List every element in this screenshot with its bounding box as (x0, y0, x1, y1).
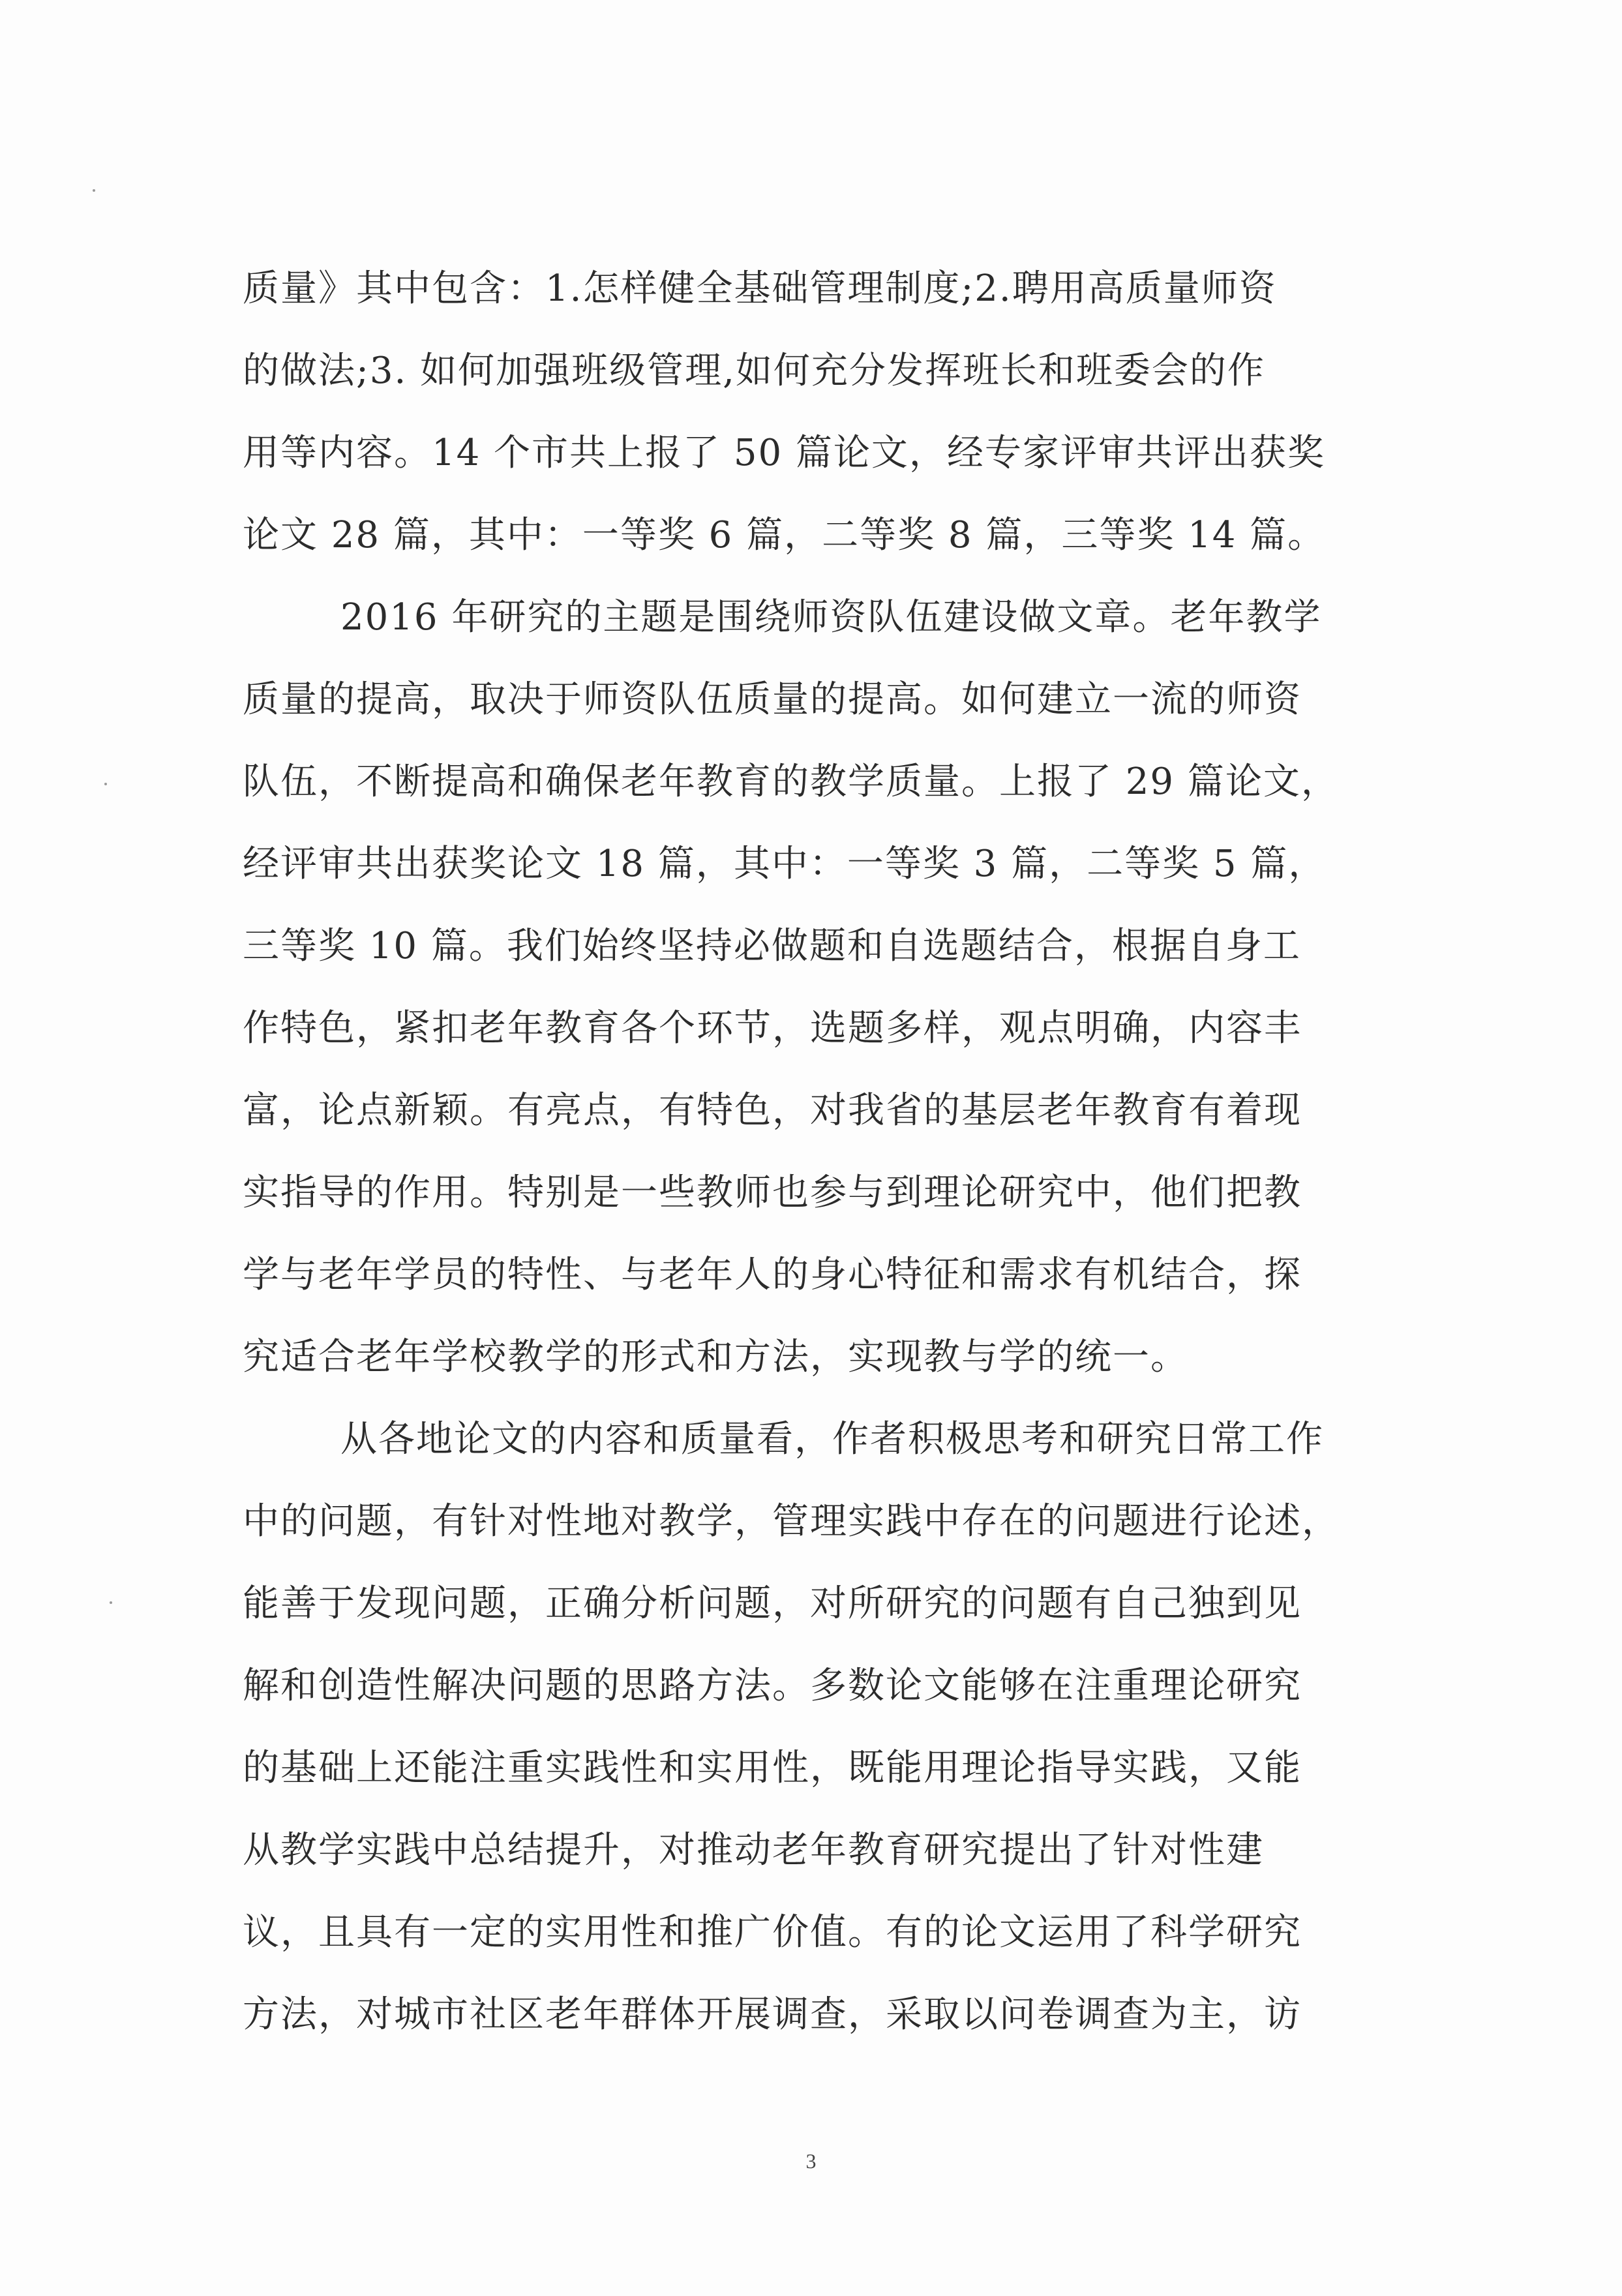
text-line: 能善于发现问题，正确分析问题，对所研究的问题有自己独到见 (243, 1582, 1302, 1625)
text-line: 实指导的作用。特别是一些教师也参与到理论研究中，他们把教 (243, 1171, 1302, 1214)
text-line: 学与老年学员的特性、与老年人的身心特征和需求有机结合，探 (243, 1254, 1302, 1296)
body-text (243, 248, 1436, 2056)
text-line: 的做法;3. 如何加强班级管理,如何充分发挥班长和班委会的作 (243, 350, 1265, 392)
text-line: 解和创造性解决问题的思路方法。多数论文能够在注重理论研究 (243, 1665, 1302, 1707)
text-line: 方法，对城市社区老年群体开展调查，采取以问卷调查为主，访 (243, 1993, 1302, 2036)
text-line: 质量》其中包含：1.怎样健全基础管理制度;2.聘用高质量师资 (243, 267, 1277, 310)
text-line: 从教学实践中总结提升，对推动老年教育研究提出了针对性建 (243, 1829, 1264, 1871)
scan-speck (110, 1601, 112, 1604)
text-line: 作特色，紧扣老年教育各个环节，选题多样，观点明确，内容丰 (243, 1007, 1302, 1050)
text-line: 队伍，不断提高和确保老年教育的教学质量。上报了 29 篇论文， (243, 761, 1339, 803)
paragraph-start-line: 从各地论文的内容和质量看，作者积极思考和研究日常工作 (340, 1418, 1324, 1460)
text-line: 议，且具有一定的实用性和推广价值。有的论文运用了科学研究 (243, 1911, 1302, 1954)
text-line: 质量的提高，取决于师资队伍质量的提高。如何建立一流的师资 (243, 678, 1302, 721)
page-number: 3 (805, 2149, 817, 2173)
text-line: 富，论点新颖。有亮点，有特色，对我省的基层老年教育有着现 (243, 1089, 1302, 1132)
text-line: 用等内容。14 个市共上报了 50 篇论文，经专家评审共评出获奖 (243, 432, 1325, 474)
text-line: 论文 28 篇，其中：一等奖 6 篇，二等奖 8 篇，三等奖 14 篇。 (243, 514, 1326, 556)
text-line: 究适合老年学校教学的形式和方法，实现教与学的统一。 (243, 1336, 1188, 1378)
scan-speck (93, 189, 95, 192)
text-line: 三等奖 10 篇。我们始终坚持必做题和自选题结合，根据自身工 (243, 925, 1301, 967)
text-line: 的基础上还能注重实践性和实用性，既能用理论指导实践，又能 (243, 1747, 1302, 1789)
paragraph-start-line: 2016 年研究的主题是围绕师资队伍建设做文章。老年教学 (340, 596, 1322, 639)
scan-speck (104, 783, 107, 785)
text-line: 经评审共出获奖论文 18 篇，其中：一等奖 3 篇，二等奖 5 篇， (243, 843, 1327, 885)
text-line: 中的问题，有针对性地对教学，管理实践中存在的问题进行论述， (243, 1500, 1340, 1543)
